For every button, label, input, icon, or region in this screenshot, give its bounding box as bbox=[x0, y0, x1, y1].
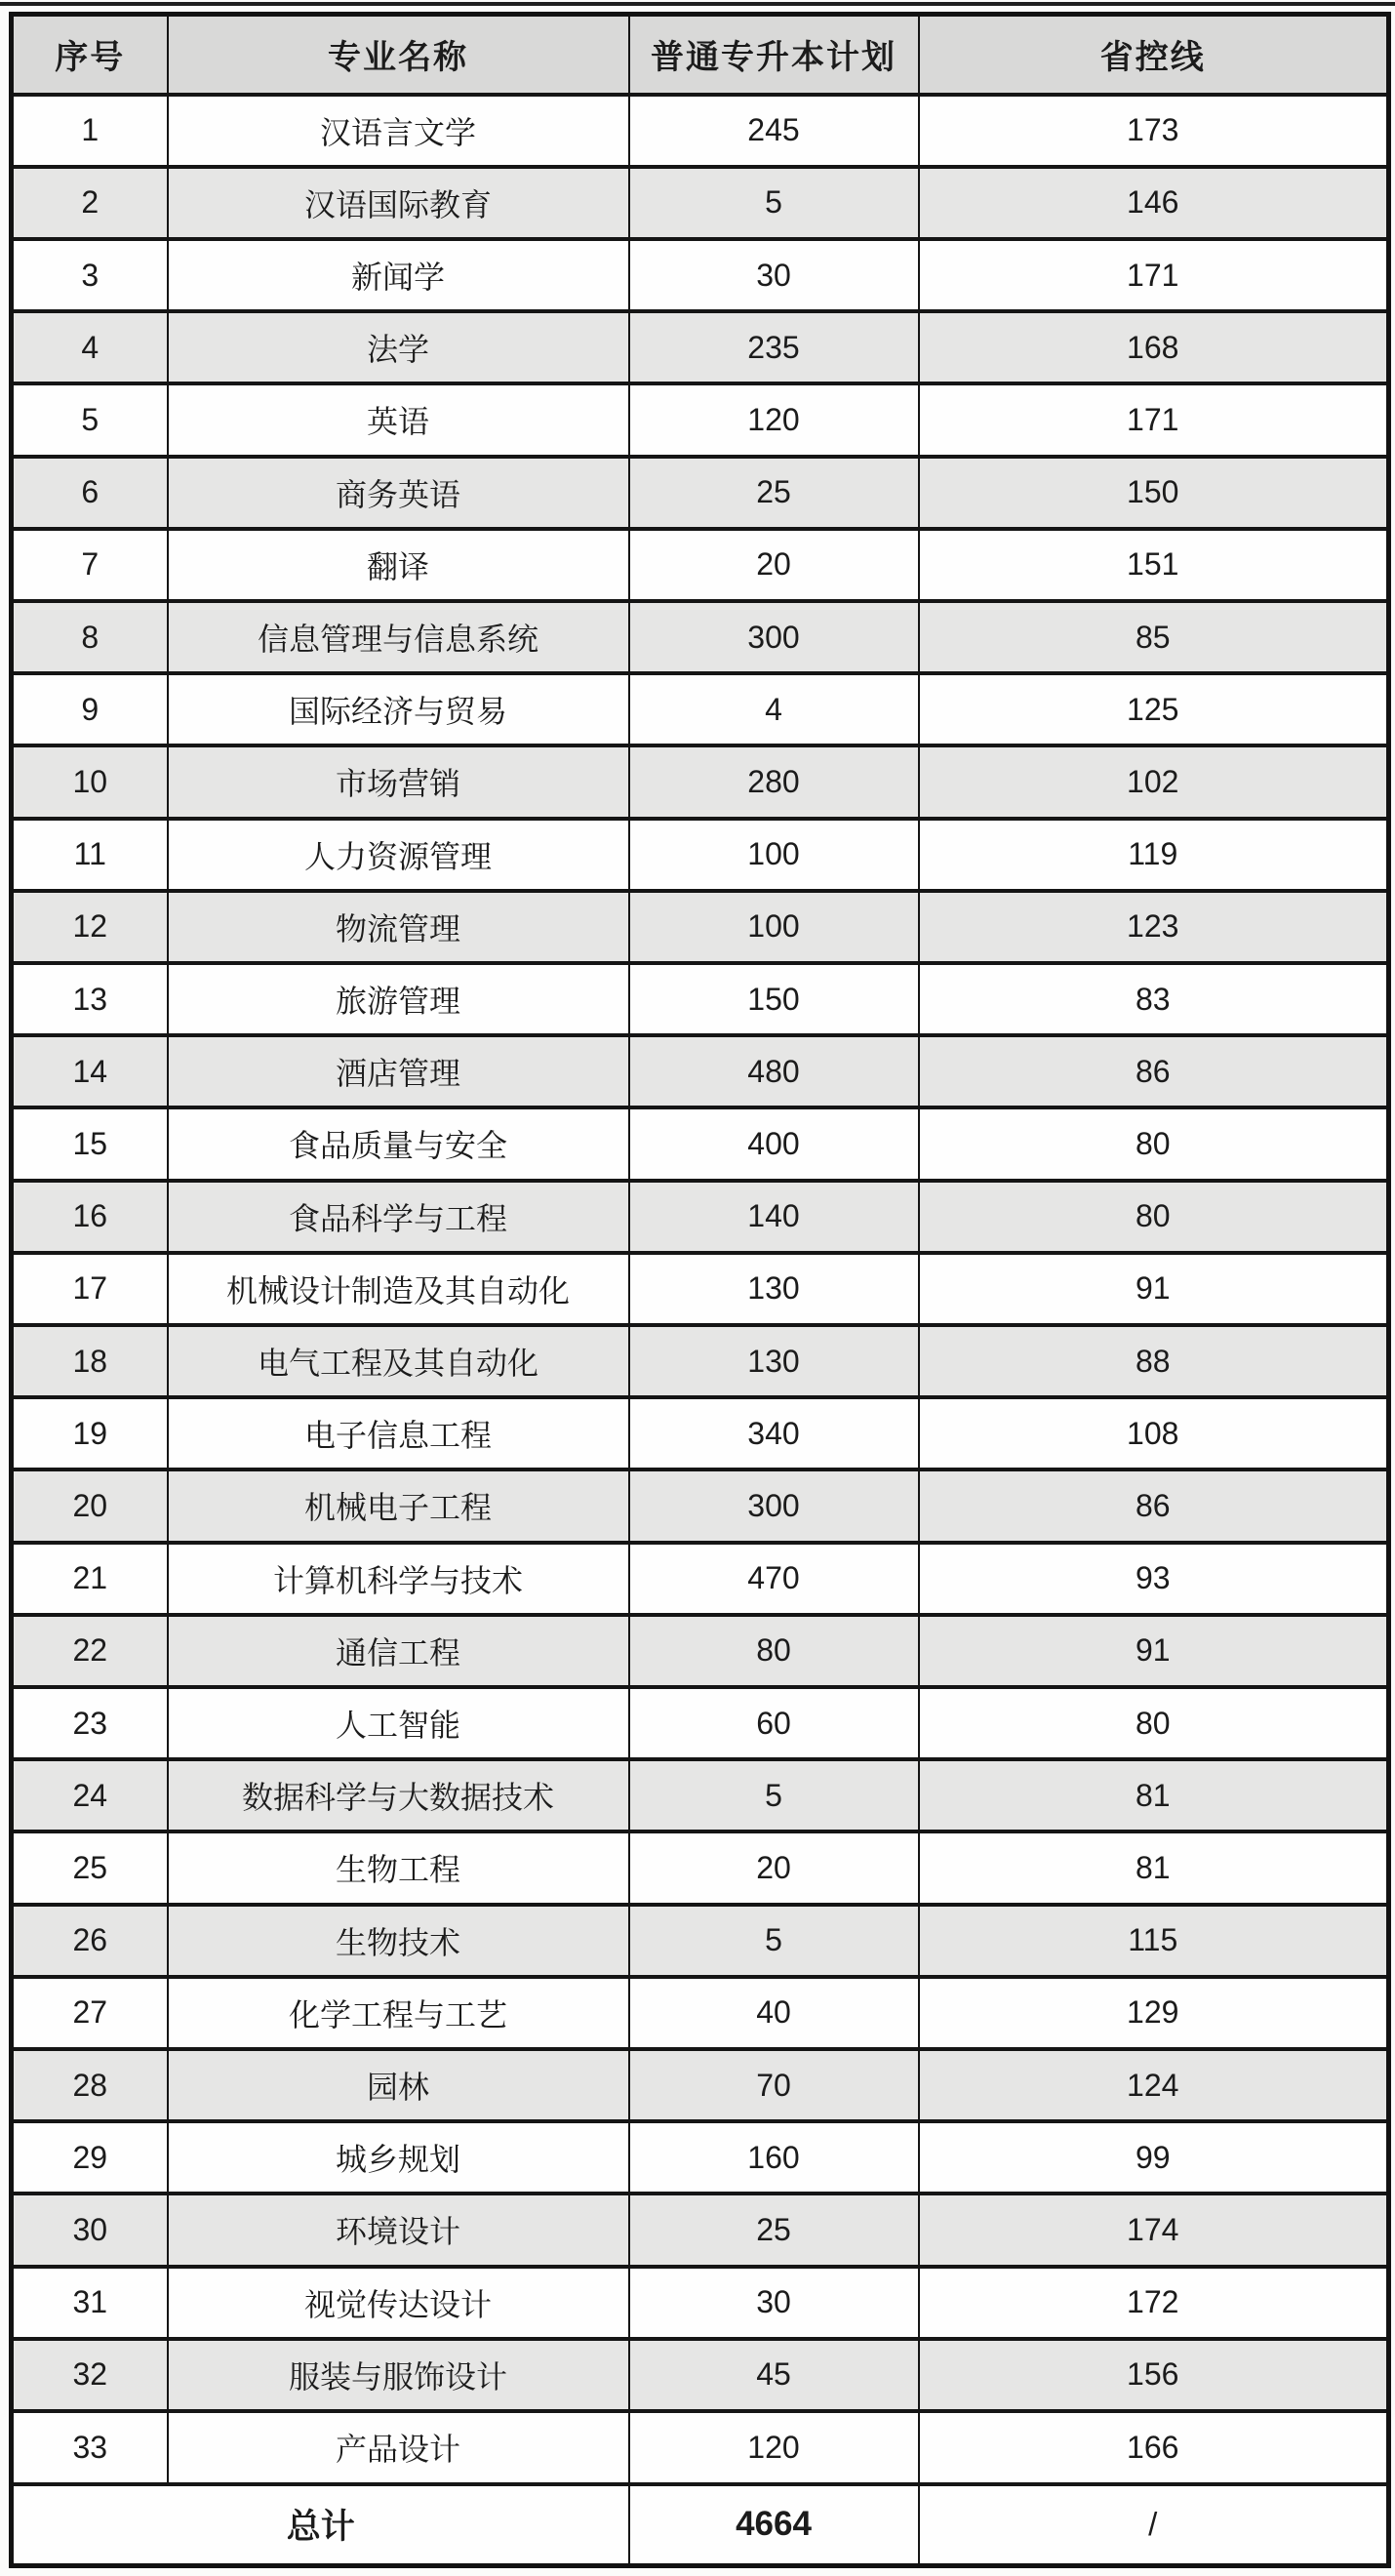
control-line-cell: 91 bbox=[919, 1253, 1389, 1325]
table-row bbox=[12, 2194, 1389, 2266]
plan-count-cell: 340 bbox=[629, 1397, 919, 1469]
major-name-cell: 商务英语 bbox=[168, 457, 629, 529]
plan-count-cell: 70 bbox=[629, 2049, 919, 2121]
plan-count-cell: 130 bbox=[629, 1325, 919, 1397]
table-row bbox=[12, 2267, 1389, 2339]
major-name-cell: 翻译 bbox=[168, 529, 629, 601]
major-name-cell: 旅游管理 bbox=[168, 963, 629, 1035]
row-index-cell: 21 bbox=[12, 1543, 168, 1615]
plan-count-cell: 80 bbox=[629, 1615, 919, 1687]
plan-count-cell: 100 bbox=[629, 891, 919, 963]
row-index-cell: 4 bbox=[12, 311, 168, 383]
control-line-cell: 102 bbox=[919, 745, 1389, 818]
row-index-cell: 22 bbox=[12, 1615, 168, 1687]
row-index-cell: 15 bbox=[12, 1107, 168, 1180]
plan-count-cell: 300 bbox=[629, 601, 919, 673]
row-index-cell: 20 bbox=[12, 1469, 168, 1542]
control-line-cell: 151 bbox=[919, 529, 1389, 601]
control-line-cell: 150 bbox=[919, 457, 1389, 529]
major-name-cell: 生物技术 bbox=[168, 1905, 629, 1977]
plan-count-cell: 25 bbox=[629, 457, 919, 529]
col-header-index: 序号 bbox=[12, 15, 168, 95]
control-line-cell: 108 bbox=[919, 1397, 1389, 1469]
plan-count-cell: 30 bbox=[629, 2267, 919, 2339]
total-label: 总计 bbox=[12, 2484, 629, 2566]
control-line-cell: 99 bbox=[919, 2121, 1389, 2194]
table-row bbox=[12, 819, 1389, 891]
row-index-cell: 19 bbox=[12, 1397, 168, 1469]
control-line-cell: 168 bbox=[919, 311, 1389, 383]
table-row bbox=[12, 2049, 1389, 2121]
table-row bbox=[12, 383, 1389, 456]
major-name-cell: 环境设计 bbox=[168, 2194, 629, 2266]
major-name-cell: 信息管理与信息系统 bbox=[168, 601, 629, 673]
major-name-cell: 市场营销 bbox=[168, 745, 629, 818]
header-row bbox=[12, 15, 1389, 95]
table-row bbox=[12, 311, 1389, 383]
row-index-cell: 31 bbox=[12, 2267, 168, 2339]
row-index-cell: 14 bbox=[12, 1035, 168, 1107]
table-row bbox=[12, 1615, 1389, 1687]
major-name-cell: 法学 bbox=[168, 311, 629, 383]
plan-count-cell: 25 bbox=[629, 2194, 919, 2266]
table-row bbox=[12, 529, 1389, 601]
plan-count-cell: 120 bbox=[629, 2411, 919, 2484]
table-row bbox=[12, 601, 1389, 673]
major-name-cell: 城乡规划 bbox=[168, 2121, 629, 2194]
control-line-cell: 166 bbox=[919, 2411, 1389, 2484]
table-row bbox=[12, 457, 1389, 529]
table-row bbox=[12, 2411, 1389, 2484]
control-line-cell: 80 bbox=[919, 1107, 1389, 1180]
control-line-cell: 81 bbox=[919, 1831, 1389, 1904]
row-index-cell: 8 bbox=[12, 601, 168, 673]
row-index-cell: 13 bbox=[12, 963, 168, 1035]
plan-count-cell: 40 bbox=[629, 1977, 919, 2049]
table-row bbox=[12, 891, 1389, 963]
plan-count-cell: 120 bbox=[629, 383, 919, 456]
row-index-cell: 10 bbox=[12, 745, 168, 818]
control-line-cell: 81 bbox=[919, 1759, 1389, 1831]
control-line-cell: 125 bbox=[919, 673, 1389, 745]
control-line-cell: 171 bbox=[919, 239, 1389, 311]
plan-count-cell: 5 bbox=[629, 1759, 919, 1831]
total-line-value: / bbox=[919, 2484, 1389, 2566]
table-row bbox=[12, 1687, 1389, 1759]
control-line-cell: 129 bbox=[919, 1977, 1389, 2049]
major-name-cell: 电子信息工程 bbox=[168, 1397, 629, 1469]
table-row bbox=[12, 1107, 1389, 1180]
plan-count-cell: 5 bbox=[629, 1905, 919, 1977]
table-row bbox=[12, 1977, 1389, 2049]
table-row bbox=[12, 1831, 1389, 1904]
major-name-cell: 人工智能 bbox=[168, 1687, 629, 1759]
major-name-cell: 视觉传达设计 bbox=[168, 2267, 629, 2339]
top-divider-line bbox=[0, 2, 1395, 6]
major-name-cell: 生物工程 bbox=[168, 1831, 629, 1904]
row-index-cell: 11 bbox=[12, 819, 168, 891]
table-header bbox=[12, 15, 1389, 95]
plan-count-cell: 235 bbox=[629, 311, 919, 383]
row-index-cell: 30 bbox=[12, 2194, 168, 2266]
table-row bbox=[12, 745, 1389, 818]
control-line-cell: 174 bbox=[919, 2194, 1389, 2266]
row-index-cell: 18 bbox=[12, 1325, 168, 1397]
table-row bbox=[12, 167, 1389, 239]
major-name-cell: 园林 bbox=[168, 2049, 629, 2121]
row-index-cell: 9 bbox=[12, 673, 168, 745]
major-name-cell: 计算机科学与技术 bbox=[168, 1543, 629, 1615]
row-index-cell: 3 bbox=[12, 239, 168, 311]
control-line-cell: 88 bbox=[919, 1325, 1389, 1397]
control-line-cell: 93 bbox=[919, 1543, 1389, 1615]
row-index-cell: 1 bbox=[12, 95, 168, 167]
major-name-cell: 产品设计 bbox=[168, 2411, 629, 2484]
table-row bbox=[12, 1181, 1389, 1253]
row-index-cell: 16 bbox=[12, 1181, 168, 1253]
table-row bbox=[12, 95, 1389, 167]
major-name-cell: 机械设计制造及其自动化 bbox=[168, 1253, 629, 1325]
major-name-cell: 汉语国际教育 bbox=[168, 167, 629, 239]
control-line-cell: 80 bbox=[919, 1181, 1389, 1253]
control-line-cell: 91 bbox=[919, 1615, 1389, 1687]
total-plan-value: 4664 bbox=[629, 2484, 919, 2566]
plan-count-cell: 20 bbox=[629, 1831, 919, 1904]
table-row bbox=[12, 2339, 1389, 2411]
row-index-cell: 32 bbox=[12, 2339, 168, 2411]
major-name-cell: 数据科学与大数据技术 bbox=[168, 1759, 629, 1831]
major-name-cell: 酒店管理 bbox=[168, 1035, 629, 1107]
row-index-cell: 17 bbox=[12, 1253, 168, 1325]
major-name-cell: 通信工程 bbox=[168, 1615, 629, 1687]
plan-count-cell: 400 bbox=[629, 1107, 919, 1180]
control-line-cell: 172 bbox=[919, 2267, 1389, 2339]
col-header-plan: 普通专升本计划 bbox=[629, 15, 919, 95]
control-line-cell: 85 bbox=[919, 601, 1389, 673]
table-row bbox=[12, 1035, 1389, 1107]
plan-count-cell: 30 bbox=[629, 239, 919, 311]
control-line-cell: 115 bbox=[919, 1905, 1389, 1977]
major-name-cell: 人力资源管理 bbox=[168, 819, 629, 891]
plan-count-cell: 300 bbox=[629, 1469, 919, 1542]
row-index-cell: 25 bbox=[12, 1831, 168, 1904]
plan-count-cell: 60 bbox=[629, 1687, 919, 1759]
row-index-cell: 7 bbox=[12, 529, 168, 601]
control-line-cell: 156 bbox=[919, 2339, 1389, 2411]
plan-count-cell: 470 bbox=[629, 1543, 919, 1615]
row-index-cell: 29 bbox=[12, 2121, 168, 2194]
plan-count-cell: 280 bbox=[629, 745, 919, 818]
table-row bbox=[12, 1759, 1389, 1831]
col-header-line: 省控线 bbox=[919, 15, 1389, 95]
major-name-cell: 国际经济与贸易 bbox=[168, 673, 629, 745]
admission-plan-table bbox=[9, 12, 1391, 2568]
table-body bbox=[12, 95, 1389, 2484]
row-index-cell: 2 bbox=[12, 167, 168, 239]
row-index-cell: 28 bbox=[12, 2049, 168, 2121]
major-name-cell: 服装与服饰设计 bbox=[168, 2339, 629, 2411]
row-index-cell: 33 bbox=[12, 2411, 168, 2484]
plan-count-cell: 480 bbox=[629, 1035, 919, 1107]
row-index-cell: 5 bbox=[12, 383, 168, 456]
table-row bbox=[12, 1469, 1389, 1542]
table-row bbox=[12, 1253, 1389, 1325]
major-name-cell: 汉语言文学 bbox=[168, 95, 629, 167]
table-row bbox=[12, 673, 1389, 745]
row-index-cell: 12 bbox=[12, 891, 168, 963]
control-line-cell: 124 bbox=[919, 2049, 1389, 2121]
table-row bbox=[12, 1905, 1389, 1977]
control-line-cell: 119 bbox=[919, 819, 1389, 891]
table-row bbox=[12, 963, 1389, 1035]
plan-count-cell: 5 bbox=[629, 167, 919, 239]
control-line-cell: 83 bbox=[919, 963, 1389, 1035]
control-line-cell: 146 bbox=[919, 167, 1389, 239]
major-name-cell: 电气工程及其自动化 bbox=[168, 1325, 629, 1397]
table-row bbox=[12, 1397, 1389, 1469]
row-index-cell: 26 bbox=[12, 1905, 168, 1977]
control-line-cell: 123 bbox=[919, 891, 1389, 963]
col-header-major: 专业名称 bbox=[168, 15, 629, 95]
major-name-cell: 英语 bbox=[168, 383, 629, 456]
major-name-cell: 食品科学与工程 bbox=[168, 1181, 629, 1253]
major-name-cell: 食品质量与安全 bbox=[168, 1107, 629, 1180]
plan-count-cell: 140 bbox=[629, 1181, 919, 1253]
control-line-cell: 86 bbox=[919, 1469, 1389, 1542]
total-row bbox=[12, 2484, 1389, 2566]
table-row bbox=[12, 1325, 1389, 1397]
table-row bbox=[12, 239, 1389, 311]
major-name-cell: 机械电子工程 bbox=[168, 1469, 629, 1542]
row-index-cell: 24 bbox=[12, 1759, 168, 1831]
row-index-cell: 23 bbox=[12, 1687, 168, 1759]
table-row bbox=[12, 1543, 1389, 1615]
major-name-cell: 化学工程与工艺 bbox=[168, 1977, 629, 2049]
control-line-cell: 80 bbox=[919, 1687, 1389, 1759]
control-line-cell: 171 bbox=[919, 383, 1389, 456]
row-index-cell: 27 bbox=[12, 1977, 168, 2049]
control-line-cell: 173 bbox=[919, 95, 1389, 167]
major-name-cell: 物流管理 bbox=[168, 891, 629, 963]
row-index-cell: 6 bbox=[12, 457, 168, 529]
plan-count-cell: 245 bbox=[629, 95, 919, 167]
table-footer bbox=[12, 2484, 1389, 2566]
control-line-cell: 86 bbox=[919, 1035, 1389, 1107]
plan-count-cell: 45 bbox=[629, 2339, 919, 2411]
major-name-cell: 新闻学 bbox=[168, 239, 629, 311]
plan-count-cell: 160 bbox=[629, 2121, 919, 2194]
plan-count-cell: 4 bbox=[629, 673, 919, 745]
table-row bbox=[12, 2121, 1389, 2194]
plan-count-cell: 20 bbox=[629, 529, 919, 601]
plan-count-cell: 130 bbox=[629, 1253, 919, 1325]
plan-count-cell: 100 bbox=[629, 819, 919, 891]
plan-count-cell: 150 bbox=[629, 963, 919, 1035]
